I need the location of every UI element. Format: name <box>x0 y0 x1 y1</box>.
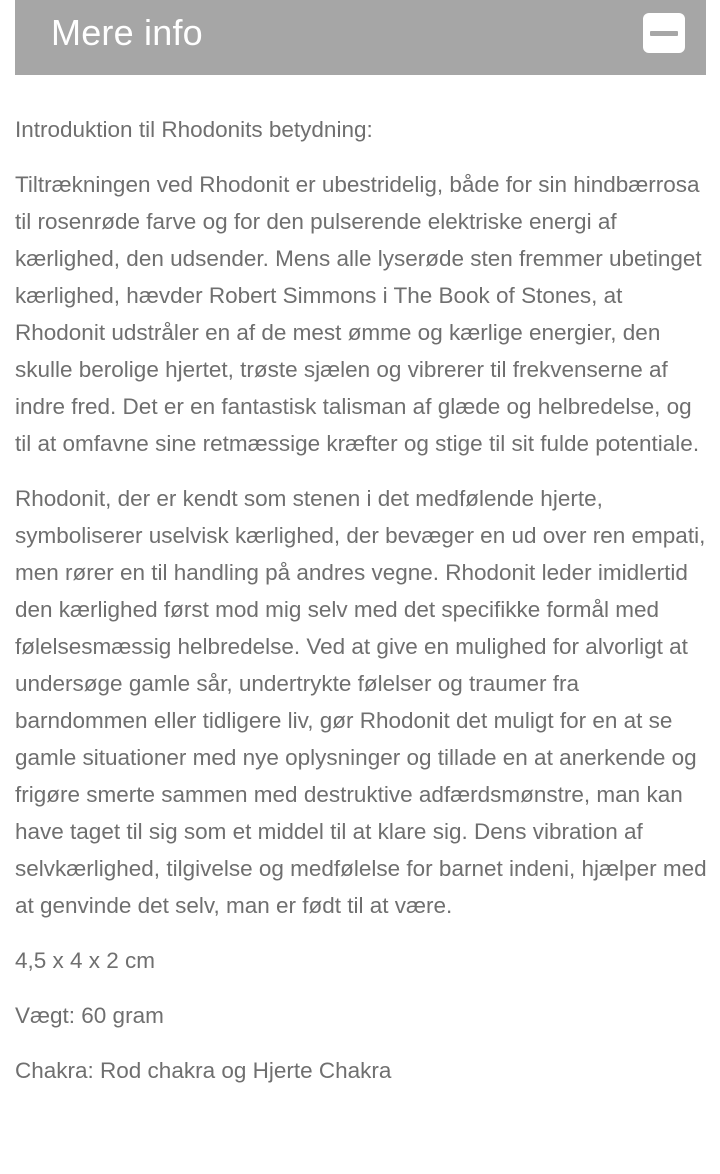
minus-icon <box>650 31 678 36</box>
description-paragraph-2: Rhodonit, der er kendt som stenen i det medfølende hjerte, symboliserer uselvisk kærlighed, der bevæger en ud over ren empati, men rører en til handling på andres vegne. Rhodonit leder imidlertid den kærlighed først mod mig selv med det specifikke formål med følelsesmæssig helbredelse. Ved at give en mulighed for alvorligt at undersøge gamle sår, undertrykte følelser og traumer fra barndommen eller tidligere liv, gør Rhodonit det muligt for en at se gamle situationer med nye oplysninger og tillade en at anerkende og frigøre smerte sammen med destruktive adfærdsmønstre, man kan have taget til sig som et middel til at klare sig. Dens vibration af selvkærlighed, tilgivelse og medfølelse for barnet indeni, hjælper med at genvinde det selv, man er født til at være. <box>15 486 707 918</box>
collapse-button[interactable] <box>643 13 685 53</box>
description-paragraph-1: Tiltrækningen ved Rhodonit er ubestridelig, både for sin hindbærrosa til rosenrøde farve og for den pulserende elektriske energi af kærlighed, den udsender. Mens alle lyserøde sten fremmer ubetinget kærlighed, hævder Robert Simmons i The Book of Stones, at Rhodonit udstråler en af de mest ømme og kærlige energier, den skulle berolige hjertet, trøste sjælen og vibrerer til frekvenserne af indre fred. Det er en fantastisk talisman af glæde og helbredelse, og til at omfavne sine retmæssige kræfter og stige til sit fulde potentiale. <box>15 172 702 456</box>
more-info-content <box>15 111 710 1107</box>
weight-text: Vægt: 60 gram <box>15 1003 164 1028</box>
intro-heading: Introduktion til Rhodonits betydning: <box>15 117 373 142</box>
section-title: Mere info <box>51 12 203 53</box>
dimensions-text: 4,5 x 4 x 2 cm <box>15 948 156 973</box>
chakra-text: Chakra: Rod chakra og Hjerte Chakra <box>15 1058 392 1083</box>
more-info-header[interactable] <box>15 0 706 75</box>
